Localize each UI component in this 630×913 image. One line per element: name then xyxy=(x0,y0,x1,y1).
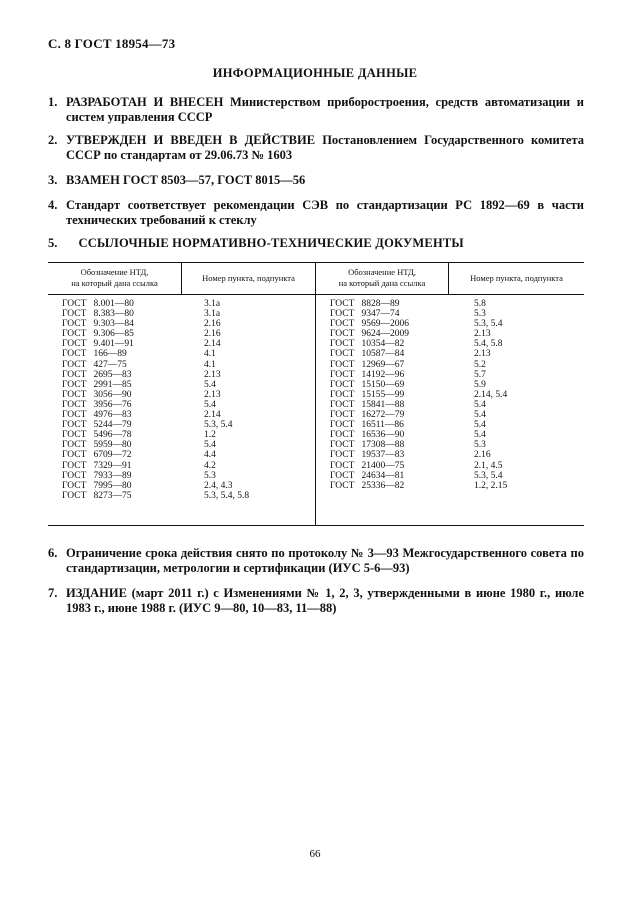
right-items-column xyxy=(474,299,507,491)
table-cell-doc: ГОСТ 7933—89 xyxy=(62,470,132,481)
item-number: 6. xyxy=(48,546,58,560)
table-cell-item: 1.2, 2.15 xyxy=(474,480,508,491)
header-item-left: Номер пункта, подпункта xyxy=(202,273,295,283)
table-cell-item: 5.4 xyxy=(204,399,216,410)
table-cell-doc: ГОСТ 2695—83 xyxy=(62,369,132,380)
table-cell-item: 2.16 xyxy=(204,319,221,330)
table-cell-doc: ГОСТ 5244—79 xyxy=(62,420,132,431)
table-cell-item: 5.4 xyxy=(474,410,486,421)
table-cell-doc: ГОСТ 7329—91 xyxy=(62,460,132,471)
table-cell-doc: ГОСТ 9569—2006 xyxy=(330,319,409,330)
table-cell-item: 4.1 xyxy=(204,359,216,370)
item-text: РАЗРАБОТАН И ВНЕСЕН Министерством приборостроения, средств автоматизации и систем управления СССР xyxy=(66,95,584,124)
table-cell-item: 4.2 xyxy=(204,460,216,471)
table-cell-item: 1.2 xyxy=(204,430,216,441)
table-cell-doc: ГОСТ 9.306—85 xyxy=(62,329,134,340)
table-cell-doc: ГОСТ 427—75 xyxy=(62,359,127,370)
header-doc-left: Обозначение НТД, на который дана ссылка xyxy=(71,267,158,288)
item-number: 7. xyxy=(48,586,58,600)
info-item-6 xyxy=(48,546,584,576)
table-cell-item: 5.4 xyxy=(474,399,486,410)
header-item-right: Номер пункта, подпункта xyxy=(470,273,563,283)
table-cell-doc: ГОСТ 5496—78 xyxy=(62,430,132,441)
table-cell-doc: ГОСТ 21400—75 xyxy=(330,460,405,471)
info-item-3 xyxy=(48,173,584,188)
table-cell-doc: ГОСТ 7995—80 xyxy=(62,480,132,491)
table-cell-doc: ГОСТ 10354—82 xyxy=(330,339,405,350)
table-cell-doc: ГОСТ 24634—81 xyxy=(330,470,405,481)
column-divider xyxy=(315,263,316,525)
right-docs-column xyxy=(330,299,409,491)
table-cell-doc: ГОСТ 15841—88 xyxy=(330,399,405,410)
table-cell-item: 5.4 xyxy=(474,420,486,431)
table-cell-doc: ГОСТ 19537—83 xyxy=(330,450,405,461)
table-cell-item: 5.9 xyxy=(474,379,486,390)
item-text: Ограничение срока действия снято по протоколу № 3—93 Межгосударственного совета по стандартизации, метрологии и сертификации (ИУС 5-6—93) xyxy=(66,546,584,575)
table-cell-item: 2.13 xyxy=(204,389,221,400)
table-cell-item: 2.1, 4.5 xyxy=(474,460,503,471)
table-cell-item: 5.4, 5.8 xyxy=(474,339,503,350)
table-cell-doc: ГОСТ 25336—82 xyxy=(330,480,405,491)
table-cell-doc: ГОСТ 8.001—80 xyxy=(62,299,134,309)
item-number: 3. xyxy=(48,173,58,187)
left-docs-column xyxy=(62,299,134,501)
table-cell-doc: ГОСТ 10587—84 xyxy=(330,349,405,360)
references-table xyxy=(48,262,584,526)
table-cell-item: 2.13 xyxy=(474,329,491,340)
table-cell-doc: ГОСТ 9347—74 xyxy=(330,309,400,320)
table-cell-item: 3.1а xyxy=(204,299,221,309)
table-cell-item: 5.3, 5.4 xyxy=(204,420,233,431)
table-cell-item: 5.3 xyxy=(474,440,486,451)
table-header-divider xyxy=(48,294,584,295)
table-cell-doc: ГОСТ 16536—90 xyxy=(330,430,405,441)
table-cell-item: 2.13 xyxy=(474,349,491,360)
table-cell-doc: ГОСТ 8273—75 xyxy=(62,490,132,501)
item-number: 4. xyxy=(48,198,58,212)
section-title: ССЫЛОЧНЫЕ НОРМАТИВНО-ТЕХНИЧЕСКИЕ ДОКУМЕНТЫ xyxy=(78,236,464,250)
table-cell-doc: ГОСТ 9.401—91 xyxy=(62,339,134,350)
table-cell-doc: ГОСТ 8.383—80 xyxy=(62,309,134,320)
table-cell-doc: ГОСТ 15155—99 xyxy=(330,389,405,400)
table-cell-item: 2.13 xyxy=(204,369,221,380)
table-cell-doc: ГОСТ 9624—2009 xyxy=(330,329,409,340)
table-cell-doc: ГОСТ 16511—86 xyxy=(330,420,404,431)
item-text: ВЗАМЕН ГОСТ 8503—57, ГОСТ 8015—56 xyxy=(66,173,306,187)
table-cell-doc: ГОСТ 6709—72 xyxy=(62,450,132,461)
table-cell-doc: ГОСТ 8828—89 xyxy=(330,299,400,309)
table-cell-item: 2.14 xyxy=(204,410,221,421)
info-item-1 xyxy=(48,95,584,125)
item-number: 2. xyxy=(48,133,58,147)
table-cell-item: 2.16 xyxy=(474,450,491,461)
table-cell-doc: ГОСТ 166—89 xyxy=(62,349,127,360)
table-cell-item: 5.3 xyxy=(204,470,216,481)
table-cell-doc: ГОСТ 15150—69 xyxy=(330,379,405,390)
table-cell-doc: ГОСТ 5959—80 xyxy=(62,440,132,451)
table-cell-doc: ГОСТ 17308—88 xyxy=(330,440,405,451)
table-cell-item: 5.2 xyxy=(474,359,486,370)
table-cell-item: 4.1 xyxy=(204,349,216,360)
table-cell-doc: ГОСТ 3056—90 xyxy=(62,389,132,400)
table-cell-item: 5.3, 5.4 xyxy=(474,470,503,481)
section-5-heading xyxy=(48,236,464,251)
table-cell-item: 2.14 xyxy=(204,339,221,350)
table-cell-doc: ГОСТ 4976—83 xyxy=(62,410,132,421)
info-item-2 xyxy=(48,133,584,163)
table-cell-item: 5.4 xyxy=(474,430,486,441)
table-cell-item: 2.4, 4.3 xyxy=(204,480,233,491)
table-cell-item: 5.4 xyxy=(204,440,216,451)
table-cell-item: 5.7 xyxy=(474,369,486,380)
table-cell-item: 2.16 xyxy=(204,329,221,340)
table-cell-doc: ГОСТ 3956—76 xyxy=(62,399,132,410)
table-cell-doc: ГОСТ 16272—79 xyxy=(330,410,405,421)
table-cell-doc: ГОСТ 9.303—84 xyxy=(62,319,134,330)
item-text: УТВЕРЖДЕН И ВВЕДЕН В ДЕЙСТВИЕ Постановлением Государственного комитета СССР по стандартам от 29.06.73 № 1603 xyxy=(66,133,584,162)
table-cell-item: 3.1а xyxy=(204,309,221,320)
table-cell-doc: ГОСТ 12969—67 xyxy=(330,359,405,370)
page-number: 66 xyxy=(309,848,321,860)
table-cell-item: 5.3, 5.4, 5.8 xyxy=(204,490,250,501)
table-cell-doc: ГОСТ 14192—96 xyxy=(330,369,405,380)
table-cell-item: 4.4 xyxy=(204,450,216,461)
table-cell-item: 2.14, 5.4 xyxy=(474,389,508,400)
info-item-7 xyxy=(48,586,584,616)
table-cell-item: 5.8 xyxy=(474,299,486,309)
table-cell-item: 5.3, 5.4 xyxy=(474,319,503,330)
table-cell-item: 5.3 xyxy=(474,309,486,320)
left-items-column xyxy=(204,299,249,501)
table-cell-item: 5.4 xyxy=(204,379,216,390)
page-header: С. 8 ГОСТ 18954—73 xyxy=(48,36,176,51)
item-text: ИЗДАНИЕ (март 2011 г.) с Изменениями № 1, 2, 3, утвержденными в июне 1980 г., июле 1983 г., июне 1988 г. (ИУС 9—80, 10—83, 11—88) xyxy=(66,586,584,615)
item-number: 5. xyxy=(48,236,58,250)
item-number: 1. xyxy=(48,95,58,109)
table-cell-doc: ГОСТ 2991—85 xyxy=(62,379,132,390)
page-title: ИНФОРМАЦИОННЫЕ ДАННЫЕ xyxy=(212,66,418,80)
item-text: Стандарт соответствует рекомендации СЭВ по стандартизации РС 1892—69 в части технических требований к стеклу xyxy=(66,198,584,227)
header-doc-right: Обозначение НТД, на который дана ссылка xyxy=(338,267,426,288)
info-item-4 xyxy=(48,198,584,228)
